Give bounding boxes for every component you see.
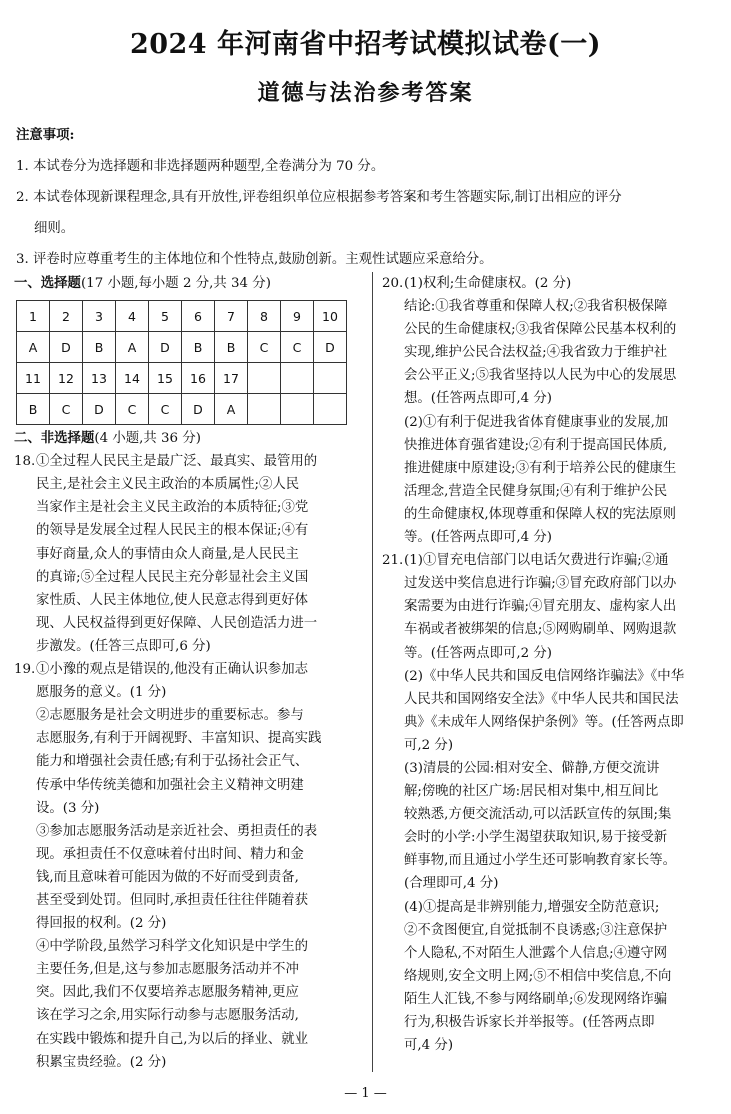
question-number-cell: 4 — [116, 301, 149, 332]
answer-line: (1)权利;生命健康权。(2 分) — [404, 276, 572, 291]
answer-line: 的生命健康权,体现尊重和保障人权的宪法原则 — [404, 506, 677, 522]
answer-line: 活理念,营造全民健身氛围;④有利于维护公民 — [404, 483, 668, 499]
answer-cell: C — [248, 332, 281, 363]
answer-line: 民主,是社会主义民主政治的本质属性;②人民 — [36, 477, 300, 493]
section-2-title: 二、非选择题 — [14, 430, 95, 447]
answer-line: 家性质、人民主体地位,使人民意志得到更好体 — [36, 592, 309, 608]
answer-cell: D — [50, 332, 83, 363]
page-title: 2024 年河南省中招考试模拟试卷(一) — [129, 29, 602, 60]
note-item: 3. 评卷时应尊重考生的主体地位和个性特点,鼓励创新。主观性试题应采意给分。 — [16, 252, 493, 267]
answer-line: 的领导是发展全过程人民民主的根本保证;④有 — [36, 523, 309, 539]
question-number-cell — [248, 363, 281, 394]
answer-line: 较熟悉,方便交流活动,可以活跃宣传的氛围;集 — [404, 807, 672, 823]
answer-line: ①小豫的观点是错误的,他没有正确认识参加志 — [36, 662, 309, 678]
answer-cell: D — [83, 394, 116, 425]
answer-cell — [281, 394, 314, 425]
note-item: 2. 本试卷体现新课程理念,具有开放性,评卷组织单位应根据参考答案和考生答题实际,制订出相应的评分 — [16, 190, 622, 205]
answer-line: 现、人民权益得到更好保障、人民创造活力进一 — [36, 615, 318, 631]
answer-line: 鲜事物,而且通过小学生还可影响教育家长等。 — [404, 853, 677, 869]
question-20-answer — [382, 272, 720, 295]
answer-line: 突。因此,我们不仅要培养志愿服务精神,更应 — [36, 985, 299, 1001]
section-1-title: 一、选择题 — [14, 275, 81, 291]
answer-line: 等。(任答两点即可,2 分) — [404, 645, 552, 661]
section-2-note: (4 小题,共 36 分) — [94, 431, 201, 447]
page-subtitle: 道德与法治参考答案 — [257, 80, 474, 106]
answer-line: 可,2 分) — [404, 737, 454, 753]
answer-cell: A — [17, 332, 50, 363]
answer-cell: B — [17, 394, 50, 425]
answer-line: 钱,而且意味着可能因为做的不好而受到责备, — [36, 869, 299, 885]
answer-line: 会公平正义;⑤我省坚持以人民为中心的发展思 — [404, 368, 677, 384]
notes-heading: 注意事项: — [16, 127, 75, 143]
question-21-part-4 — [382, 896, 720, 1058]
question-number: 21. — [382, 553, 404, 569]
question-number-cell: 7 — [215, 301, 248, 332]
section-1-note: (17 小题,每小题 2 分,共 34 分) — [80, 276, 271, 291]
question-21-part-3 — [382, 757, 720, 896]
question-21-part-1 — [382, 572, 720, 664]
question-number-cell: 8 — [248, 301, 281, 332]
answer-line: ④中学阶段,虽然学习科学文化知识是中学生的 — [36, 939, 309, 955]
question-19-answer — [14, 658, 364, 1074]
note-item: 细则。 — [34, 221, 75, 236]
answer-line: 志愿服务,有利于开阔视野、丰富知识、提高实践 — [36, 731, 322, 747]
answer-cell: B — [182, 332, 215, 363]
answer-cell: A — [215, 394, 248, 425]
answer-line: 事好商量,众人的事情由众人商量,是人民民主 — [36, 546, 299, 562]
question-number-cell: 2 — [50, 301, 83, 332]
answer-line: 该在学习之余,用实际行动参与志愿服务活动, — [36, 1008, 299, 1024]
answer-line: 等。(任答两点即可,4 分) — [404, 530, 552, 546]
question-number-cell — [281, 363, 314, 394]
answer-table-row-answers-1 — [17, 332, 347, 363]
question-number-cell: 6 — [182, 301, 215, 332]
answer-table-row-numbers-1 — [17, 301, 347, 332]
answer-cell: D — [182, 394, 215, 425]
question-20-part-2 — [382, 411, 720, 550]
answer-line: 快推进体育强省建设;②有利于提高国民体质, — [404, 437, 668, 453]
question-number: 18. — [14, 454, 36, 470]
answer-line: 步激发。(任答三点即可,6 分) — [36, 638, 211, 654]
section-2-heading — [14, 427, 364, 450]
answer-line: 积累宝贵经验。(2 分) — [36, 1054, 167, 1070]
answer-table — [16, 300, 347, 425]
answer-line: 络规则,安全文明上网;⑤不相信中奖信息,不向 — [404, 968, 672, 984]
answer-line: 结论:①我省尊重和保障人权;②我省积极保障 — [404, 299, 668, 315]
question-number-cell: 16 — [182, 363, 215, 394]
answer-cell: C — [116, 394, 149, 425]
answer-line: ③参加志愿服务活动是亲近社会、勇担责任的表 — [36, 823, 318, 839]
answer-line: 过发送中奖信息进行诈骗;③冒充政府部门以办 — [404, 576, 677, 592]
answer-cell: C — [50, 394, 83, 425]
question-number-cell — [314, 363, 347, 394]
question-number-cell: 12 — [50, 363, 83, 394]
answer-line: (1)①冒充电信部门以电话欠费进行诈骗;②通 — [404, 553, 669, 569]
question-21-part-2 — [382, 665, 720, 757]
answer-cell: B — [215, 332, 248, 363]
answer-table-row-numbers-2 — [17, 363, 347, 394]
answer-cell — [314, 394, 347, 425]
answer-line: 在实践中锻炼和提升自己,为以后的择业、就业 — [36, 1031, 309, 1047]
answer-cell: B — [83, 332, 116, 363]
answer-line: 现。承担责任不仅意味着付出时间、精力和金 — [36, 846, 304, 862]
right-column — [382, 272, 720, 1057]
answer-line: 个人隐私,不对陌生人泄露个人信息;④遵守网 — [404, 945, 668, 961]
answer-line: 得回报的权利。(2 分) — [36, 916, 167, 932]
question-number-cell: 10 — [314, 301, 347, 332]
question-20-part-1 — [382, 295, 720, 410]
answer-line: 车祸或者被绑架的信息;⑤网购刷单、网购退款 — [404, 622, 677, 638]
answer-line: 的真谛;⑤全过程人民民主充分彰显社会主义国 — [36, 569, 309, 585]
answer-line: 甚至受到处罚。但同时,承担责任往往伴随着获 — [36, 892, 309, 908]
answer-line: ②志愿服务是社会文明进步的重要标志。参与 — [36, 708, 304, 724]
answer-table-row-answers-2 — [17, 394, 347, 425]
question-number-cell: 14 — [116, 363, 149, 394]
question-number-cell: 13 — [83, 363, 116, 394]
answer-line: 设。(3 分) — [36, 800, 100, 816]
question-number: 19. — [14, 662, 36, 678]
question-number: 20. — [382, 276, 404, 291]
answer-line: ①全过程人民民主是最广泛、最真实、最管用的 — [36, 454, 318, 470]
answer-line: 能力和增强社会责任感;有利于弘扬社会正气、 — [36, 754, 309, 770]
answer-line: ②不贪图便宜,自觉抵制不良诱惑;③注意保护 — [404, 922, 668, 938]
answer-cell: D — [149, 332, 182, 363]
answer-line: 主要任务,但是,这与参加志愿服务活动并不冲 — [36, 962, 299, 978]
answer-cell: A — [116, 332, 149, 363]
answer-line: 可,4 分) — [404, 1038, 454, 1054]
answer-line: 实现,维护公民合法权益;④我省致力于维护社 — [404, 345, 668, 361]
answer-line: 人民共和国网络安全法》《中华人民共和国民法 — [404, 691, 679, 707]
answer-line: 传承中华传统美德和加强社会主义精神文明建 — [36, 777, 304, 793]
answer-line: 愿服务的意义。(1 分) — [36, 685, 167, 701]
answer-line: (2)《中华人民共和国反电信网络诈骗法》《中华 — [404, 668, 685, 684]
answer-line: (2)①有利于促进我省体育健康事业的发展,加 — [404, 414, 669, 430]
answer-line: (4)①提高是非辨别能力,增强安全防范意识; — [404, 899, 660, 915]
answer-line: 推进健康中原建设;③有利于培养公民的健康生 — [404, 460, 677, 476]
column-divider — [372, 272, 373, 1072]
note-item: 1. 本试卷分为选择题和非选择题两种题型,全卷满分为 70 分。 — [16, 159, 385, 174]
left-column — [14, 272, 364, 1074]
question-18-answer — [14, 450, 364, 658]
answer-line: 公民的生命健康权;③我省保障公民基本权利的 — [404, 322, 677, 338]
answer-line: 解;傍晚的社区广场:居民相对集中,相互间比 — [404, 784, 659, 800]
answer-line: 行为,积极告诉家长并举报等。(任答两点即 — [404, 1015, 655, 1030]
question-number-cell: 11 — [17, 363, 50, 394]
question-number-cell: 15 — [149, 363, 182, 394]
answer-line: (3)清晨的公园:相对安全、僻静,方便交流讲 — [404, 760, 660, 776]
page-number: — 1 — — [344, 1086, 387, 1101]
answer-cell: C — [149, 394, 182, 425]
answer-line: 当家作主是社会主义民主政治的本质特征;③党 — [36, 500, 309, 516]
answer-cell: D — [314, 332, 347, 363]
answer-cell — [248, 394, 281, 425]
section-1-heading — [14, 272, 364, 295]
question-number-cell: 17 — [215, 363, 248, 394]
notes-section — [16, 120, 720, 275]
question-number-cell: 5 — [149, 301, 182, 332]
question-number-cell: 9 — [281, 301, 314, 332]
answer-line: 陌生人汇钱,不参与网络刷单;⑥发现网络诈骗 — [404, 991, 668, 1007]
answer-cell: C — [281, 332, 314, 363]
answer-line: (合理即可,4 分) — [404, 876, 499, 892]
answer-line: 会时的小学:小学生渴望获取知识,易于接受新 — [404, 830, 668, 846]
question-21-answer — [382, 549, 720, 572]
answer-line: 典》《未成年人网络保护条例》等。(任答两点即 — [404, 714, 684, 730]
answer-line: 案需要为由进行诈骗;④冒充朋友、虚构家人出 — [404, 599, 677, 615]
question-number-cell: 3 — [83, 301, 116, 332]
question-number-cell: 1 — [17, 301, 50, 332]
answer-line: 想。(任答两点即可,4 分) — [404, 391, 552, 407]
